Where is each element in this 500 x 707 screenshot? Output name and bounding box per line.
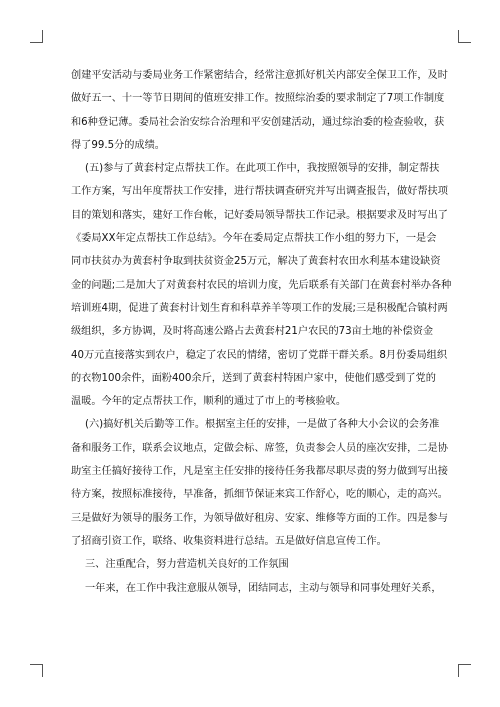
text-line: (五)参与了黄套村定点帮扶工作。在此项工作中，我按照领导的安排，制定帮扶 [85,163,440,175]
text-line: 备和服务工作，联系会议地点，定做会标、席签，负责参会人员的座次安排，二是协 [71,442,448,454]
text-line: 了招商引资工作，联络、收集资料进行总结。五是做好信息宣传工作。 [71,535,387,547]
text-line: (六)搞好机关后勤等工作。根据室主任的安排，一是做了各种大小会议的会务准 [85,419,440,431]
text-line: 得了99.5分的成绩。 [71,139,165,151]
text-line: 《委局XX年定点帮扶工作总结》。今年在委局定点帮扶工作小组的努力下，一是会 [71,233,437,245]
text-line: 金的问题;二是加大了对黄套村农民的培训力度，先后联系有关部门在黄套村举办各种 [71,279,452,291]
text-line: 工作方案，写出年度帮扶工作安排，进行帮扶调查研究并写出调查报告，做好帮扶项 [71,186,448,198]
crop-mark-top-left [30,30,43,43]
text-line: 待方案，按照标准接待，早准备，抓细节保证来宾工作舒心，吃的顺心，走的高兴。 [71,489,448,501]
document-body [71,64,452,600]
text-line: 三、注重配合，努力营造机关良好的工作氛围 [85,559,289,571]
text-line: 温暖。今年的定点帮扶工作，顺利的通过了市上的考核验收。 [71,396,347,408]
text-line: 一年来，在工作中我注意服从领导，团结同志，主动与领导和同事处理好关系， [85,582,442,594]
crop-mark-bottom-right [458,664,471,677]
text-line: 同市扶贫办为黄套村争取到扶贫资金25万元，解决了黄套村农田水利基本建设缺资 [71,256,441,268]
text-line: 助室主任搞好接待工作，凡是室主任安排的接待任务我都尽职尽责的努力做到写出接 [71,466,448,478]
text-line: 目的策划和落实，建好工作台帐，记好委局领导帮扶工作记录。根据要求及时写出了 [71,209,448,221]
text-line: 级组织，多方协调，及时将高速公路占去黄套村21户农民的73亩土地的补偿资金 [71,326,434,338]
text-line: 40万元直接落实到农户，稳定了农民的情绪，密切了党群干群关系。8月份委局组织 [71,349,448,361]
text-line: 培训班4期，促进了黄套村计划生育和科草养羊等项工作的发展;三是积极配合镇村两 [71,302,448,314]
text-line: 做好五一、十一等节日期间的值班安排工作。按照综治委的要求制定了7项工作制度 [71,93,445,105]
text-line: 的衣物100余件，面粉400余斤，送到了黄套村特困户家中，使他们感受到了党的 [71,372,436,384]
text-line: 和6种登记薄。委局社会治安综合治理和平安创建活动，通过综治委的检查验收，获 [71,116,445,128]
text-line: 创建平安活动与委局业务工作紧密结合，经常注意抓好机关内部安全保卫工作，及时 [71,70,448,81]
crop-mark-top-right [458,30,471,43]
text-line: 三是做好为领导的服务工作，为领导做好租房、安家、维修等方面的工作。四是参与 [71,512,448,524]
crop-mark-bottom-left [30,664,43,677]
